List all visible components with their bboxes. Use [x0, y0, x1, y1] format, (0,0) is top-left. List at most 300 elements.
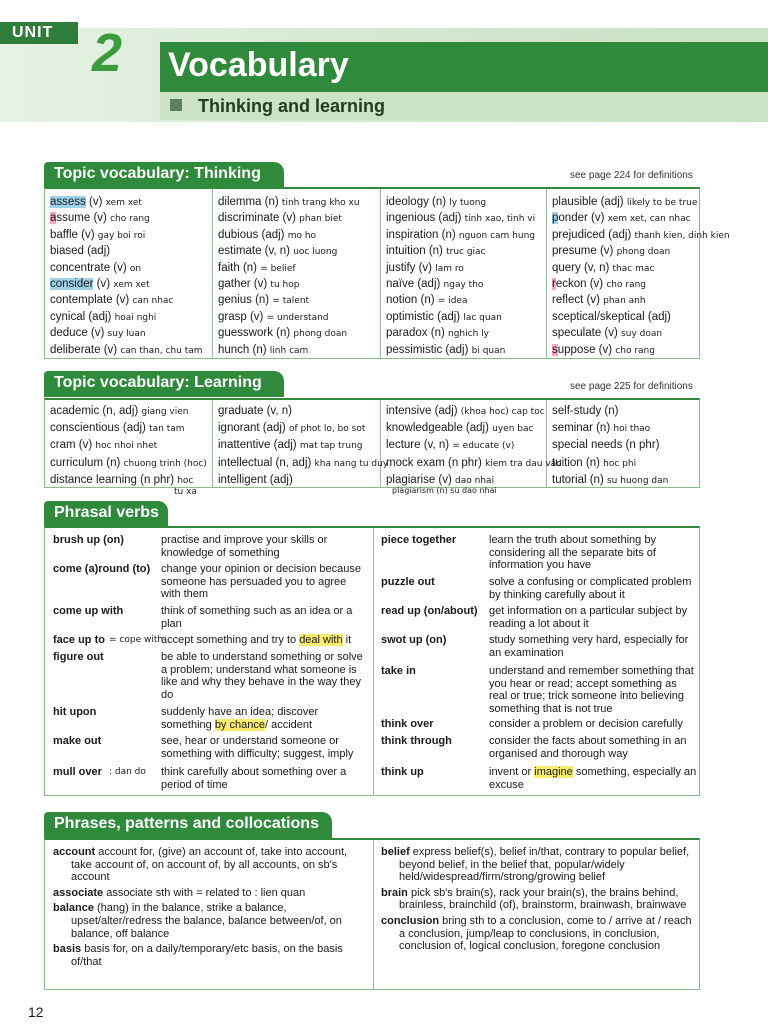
phrasal-definition: change your opinion or decision because someone has persuaded you to agree with them: [161, 563, 361, 601]
vocab-term: speculate: [552, 327, 602, 340]
vocab-term: presume: [552, 245, 597, 258]
see-page-thinking: see page 224 for definitions: [570, 170, 693, 181]
handwritten-note: hoc: [177, 475, 194, 486]
unit-label: UNIT: [0, 22, 78, 44]
vocab-term: academic: [50, 405, 100, 417]
handwritten-note: hoi thao: [613, 424, 651, 435]
section-tab-phrases: Phrases, patterns and collocations: [44, 812, 332, 838]
handwritten-note: xem xet, can nhac: [607, 214, 691, 225]
vocab-pos: (v, n): [420, 439, 453, 452]
thinking-column-3: [381, 189, 547, 358]
vocab-term: [552, 278, 587, 290]
collocation-entry: [53, 846, 365, 884]
vocab-pos: (n): [425, 245, 447, 258]
vocab-pos: (n): [272, 327, 294, 340]
vocab-entry: [381, 403, 546, 420]
vocab-pos: (n): [239, 261, 261, 274]
vocab-entry: [381, 210, 546, 226]
phrasal-term: think up: [381, 766, 424, 778]
thinking-vocab-box: [44, 187, 730, 359]
vocab-pos: (adj): [442, 343, 472, 356]
handwritten-note: tu hop: [270, 279, 300, 290]
vocab-pos: (n): [428, 196, 450, 208]
vocab-pos: (adj): [431, 405, 461, 417]
vocab-term-rest: eckon: [555, 277, 587, 290]
phrasal-term: face up to: [53, 634, 105, 646]
vocab-entry: [213, 309, 380, 325]
handwritten-note: xem xet: [113, 279, 150, 290]
phrasal-term: make out: [53, 735, 102, 747]
vocab-entry: [45, 243, 212, 259]
vocab-term: query: [552, 261, 581, 274]
page-subtitle: Thinking and learning: [198, 96, 386, 116]
handwritten-note: linh cam: [269, 345, 309, 356]
vocab-pos: (n): [582, 456, 604, 469]
vocab-entry: [381, 325, 546, 341]
handwritten-note: bi quan: [471, 345, 506, 356]
vocab-pos: (v): [415, 261, 436, 274]
vocab-term: estimate: [218, 245, 262, 258]
vocab-pos: (v): [587, 212, 608, 225]
handwritten-note: kha nang tu duy: [314, 458, 389, 469]
phrasal-term: swot up (on): [381, 634, 447, 646]
learning-vocab-box: [44, 398, 700, 488]
vocab-entry: [381, 420, 546, 437]
phrasal-term: hit upon: [53, 706, 97, 718]
handwritten-note: nghich ly: [448, 329, 489, 340]
vocab-term: [552, 212, 588, 224]
vocab-pos: (v): [595, 343, 616, 356]
handwritten-note: cho rang: [615, 345, 655, 356]
vocab-term: concentrate: [50, 261, 111, 274]
vocab-pos: (v): [87, 327, 108, 340]
vocab-term: knowledgeable: [386, 422, 463, 435]
vocab-term: consider: [50, 277, 94, 290]
handwritten-note: lam ro: [435, 263, 464, 274]
vocab-term: self-study: [552, 405, 602, 417]
collocation-entry: [53, 902, 365, 940]
vocab-term: plausible: [552, 196, 598, 208]
vocab-term: naïve: [386, 277, 415, 290]
vocab-term: plagiarise: [386, 473, 436, 486]
vocab-term: contemplate: [50, 294, 113, 307]
phrases-divider: [373, 840, 374, 989]
vocab-term: cram: [50, 439, 76, 452]
phrasal-definition: study something very hard, especially for an examination: [489, 634, 689, 659]
vocab-term: justify: [386, 261, 416, 274]
vocab-pos: (v): [596, 245, 617, 258]
vocab-term: prejudiced: [552, 228, 606, 241]
phrasal-definition: learn the truth about something by considering all the separate bits of information you have: [489, 534, 656, 572]
handwritten-note: ngay tho: [443, 279, 484, 290]
vocab-entry: [213, 455, 389, 472]
vocab-pos: (v): [601, 327, 622, 340]
learning-column-1: [45, 400, 213, 487]
vocab-term: ideology: [386, 196, 429, 208]
vocab-term: paradox: [386, 327, 428, 340]
handwritten-note: hoc nhoi nhet: [95, 441, 158, 452]
vocab-term: gather: [218, 277, 251, 290]
vocab-term-rest: onder: [558, 212, 588, 225]
vocab-term: lecture: [386, 439, 421, 452]
vocab-entry: [547, 292, 701, 308]
vocab-entry: [381, 342, 546, 358]
vocab-entry: [547, 227, 730, 243]
handwritten-note: cho rang: [606, 279, 646, 290]
vocab-entry: [547, 276, 701, 292]
vocab-pos: (adj): [270, 439, 300, 452]
vocab-pos: (n): [427, 327, 449, 340]
vocab-entry: [45, 194, 212, 210]
collocation-term: basis: [53, 943, 82, 956]
vocab-pos: (v): [110, 261, 130, 274]
vocab-term: dilemma: [218, 196, 262, 208]
vocab-term: inspiration: [386, 228, 439, 241]
vocab-pos: (adj): [119, 422, 150, 435]
vocab-term: seminar: [552, 422, 593, 435]
vocab-entry: [45, 342, 212, 358]
vocab-pos: (adj): [83, 245, 111, 258]
handwritten-note: suy doan: [621, 329, 663, 340]
handwritten-note: chuong trinh (hoc): [123, 458, 207, 469]
phrasal-definition: [489, 766, 697, 791]
collocation-term: account: [53, 846, 96, 858]
vocab-term: sceptical/skeptical: [552, 310, 645, 323]
vocab-term: ingenious: [386, 212, 436, 225]
vocab-term: inattentive: [218, 439, 271, 452]
vocab-pos: (v): [586, 277, 607, 290]
highlight-mark: deal with: [299, 634, 343, 646]
vocab-entry: [213, 325, 380, 341]
vocab-pos: (adj): [462, 422, 493, 435]
handwritten-note: likely to be true: [626, 198, 698, 208]
learning-undernote-1: tu xa: [174, 487, 197, 497]
handwritten-note: truc giac: [446, 247, 486, 258]
vocab-entry: [213, 210, 380, 226]
phrasal-term: think over: [381, 718, 434, 730]
page-title: Vocabulary: [168, 46, 349, 84]
handwritten-note: thanh kien, dinh kien: [634, 230, 730, 241]
phrasal-definition: practise and improve your skills or knowledge of something: [161, 534, 328, 559]
vocab-entry: [213, 194, 380, 210]
collocation-text: pick sb's brain(s), rack your brain(s), the brains behind, brainless, brainchild (of), brainstorm, brainwash, brainwave: [399, 886, 687, 912]
vocab-pos: (v): [93, 277, 114, 290]
vocab-term: optimistic: [386, 310, 434, 323]
vocab-entry: [381, 437, 546, 454]
vocab-entry: [381, 243, 546, 259]
vocab-term: intensive: [386, 405, 432, 417]
vocab-entry: [547, 342, 701, 358]
handwritten-note: = talent: [272, 296, 310, 307]
section-tab-phrasal: Phrasal verbs: [44, 501, 168, 527]
vocab-term: genius: [218, 294, 252, 307]
vocab-entry: [213, 276, 380, 292]
vocab-term: tuition: [552, 456, 583, 469]
definition-text: invent or: [489, 766, 535, 778]
phrases-box: [44, 838, 700, 990]
vocab-pos: (v): [75, 439, 96, 452]
phrasal-term: come up with: [53, 605, 124, 617]
vocab-entry: [547, 437, 701, 454]
phrasal-definition: understand and remember something that you hear or read; accept something as real or true; trick someone into believing something that is not true: [489, 665, 694, 715]
phrasal-term: puzzle out: [381, 576, 435, 588]
vocab-term: hunch: [218, 343, 250, 356]
vocab-entry: [547, 210, 701, 226]
handwritten-note: = educate (v): [452, 441, 515, 452]
subtitle-square-icon: [170, 99, 182, 111]
vocab-pos: (n phr): [136, 473, 178, 486]
definition-text: suddenly have an idea; discover something: [161, 706, 319, 731]
collocation-text: basis for, on a daily/temporary/etc basis, on the basis of/that: [71, 943, 343, 968]
phrasal-definition: solve a confusing or complicated problem by thinking carefully about it: [489, 576, 692, 601]
page-number: 12: [28, 1004, 44, 1020]
vocab-pos: (adj): [414, 277, 444, 290]
handwritten-note: mat tap trung: [299, 441, 363, 452]
vocab-term: grasp: [218, 310, 247, 323]
vocab-entry: [547, 325, 701, 341]
vocab-term: graduate: [218, 405, 264, 417]
collocation-entry: [381, 887, 695, 912]
handwritten-note: mo ho: [287, 230, 317, 241]
handwritten-note: hoai nghi: [114, 312, 157, 323]
collocation-term: brain: [381, 886, 408, 899]
vocab-term: special needs: [552, 439, 623, 452]
vocab-entry: [45, 260, 212, 276]
handwritten-note: phong doan: [616, 247, 671, 258]
collocation-term: associate: [53, 886, 104, 899]
vocab-term: curriculum: [50, 456, 104, 469]
vocab-pos: (v): [77, 228, 98, 241]
vocab-term: dubious: [218, 228, 259, 241]
vocab-term: cynical: [50, 310, 86, 323]
vocab-entry: [381, 260, 546, 276]
vocab-pos: (adj): [258, 228, 288, 241]
vocab-pos: (adj): [259, 422, 289, 435]
vocab-term: biased: [50, 245, 84, 258]
vocab-entry: [547, 420, 701, 437]
vocab-term: mock exam: [386, 456, 445, 469]
handwritten-note: phan biet: [299, 214, 342, 225]
vocab-pos: (n): [592, 422, 614, 435]
learning-column-3: [381, 400, 562, 487]
vocab-entry: [381, 455, 562, 472]
collocation-text: (hang) in the balance, strike a balance, upset/alter/redress the balance, balance between/of, on balance, off balance: [71, 902, 342, 940]
vocab-pos: (n phr): [444, 456, 486, 469]
handwritten-note: can nhac: [132, 296, 174, 307]
vocab-entry: [45, 437, 212, 454]
vocab-pos: (adj): [605, 228, 635, 241]
vocab-term: faith: [218, 261, 240, 274]
vocab-entry: [45, 325, 212, 341]
collocation-text: account for, (give) an account of, take into account, take account of, on account of, by all accounts, on sb's account: [71, 846, 348, 884]
handwritten-note: on: [129, 263, 142, 274]
handwritten-note: dao nhai: [455, 475, 495, 486]
vocab-entry: [45, 403, 212, 420]
phrasal-definition: [161, 706, 367, 731]
vocab-pos: (adj): [435, 212, 465, 225]
highlight-mark: p: [552, 212, 559, 225]
vocab-term: [552, 344, 595, 356]
vocab-entry: [45, 420, 212, 437]
vocab-term: intellectual: [218, 456, 273, 469]
collocation-text: express belief(s), belief in/that, contrary to popular belief, beyond belief, in the belief that, popular/widely held/widespread/firm/strong/growing belief: [399, 846, 690, 884]
vocab-entry: [45, 210, 212, 226]
vocab-pos: (v, n): [261, 245, 294, 258]
vocab-entry: [381, 227, 546, 243]
vocab-entry: [547, 194, 701, 210]
handwritten-note: = idea: [437, 296, 468, 307]
collocation-entry: [53, 943, 365, 968]
vocab-term: tutorial: [552, 473, 587, 486]
handwritten-note: phong doan: [293, 329, 348, 340]
handwritten-note: tan tam: [149, 424, 185, 435]
phrasal-definition: consider the facts about something in an organised and thorough way: [489, 735, 687, 760]
handwritten-note: cho rang: [110, 214, 150, 225]
handwritten-note: uyen bac: [492, 424, 534, 435]
vocab-entry: [45, 455, 212, 472]
vocab-term: distance learning: [50, 473, 137, 486]
vocab-pos: (v): [435, 473, 456, 486]
vocab-entry: [213, 403, 380, 420]
vocab-entry: [547, 455, 701, 472]
handwritten-note: = related to : lien quan: [193, 886, 306, 899]
handwritten-note: tinh xao, tinh vi: [464, 214, 536, 225]
handwritten-note: = cope with: [109, 635, 164, 645]
vocab-pos: (adj): [266, 473, 293, 486]
collocation-entry: [381, 846, 695, 884]
vocab-entry: [45, 276, 212, 292]
vocab-entry: [213, 292, 380, 308]
handwritten-note: can than, chu tam: [120, 345, 203, 356]
vocab-term: deliberate: [50, 343, 101, 356]
thinking-column-2: [213, 189, 381, 358]
handwritten-note: lac quan: [463, 312, 502, 323]
phrasal-term: mull over: [53, 766, 102, 778]
vocab-pos: (v): [85, 196, 106, 208]
vocab-entry: [547, 472, 701, 489]
phrasal-definition: be able to understand something or solve a problem; understand what someone is like and why they behave in the way they do: [161, 651, 363, 701]
vocab-entry: [45, 292, 212, 308]
phrasal-term: take in: [381, 665, 416, 677]
phrasal-term: brush up (on): [53, 534, 124, 546]
vocab-pos: (n, adj): [272, 456, 315, 469]
collocation-text: associate sth with: [103, 886, 194, 899]
phrasal-term: piece together: [381, 534, 457, 546]
phrasal-term: figure out: [53, 651, 104, 663]
section-tab-learning: Topic vocabulary: Learning: [44, 371, 284, 397]
handwritten-note: : dan do: [109, 767, 146, 777]
highlight-mark: imagine: [534, 766, 573, 778]
collocation-entry: [53, 887, 365, 900]
vocab-pos: (v): [583, 294, 604, 307]
vocab-term: baffle: [50, 228, 78, 241]
unit-number: 2: [92, 23, 123, 83]
vocab-term: ignorant: [218, 422, 260, 435]
learning-undernote-3: plagiarism (n) su dao nhai: [392, 486, 497, 495]
handwritten-note: hoc phi: [603, 458, 637, 469]
vocab-entry: [547, 243, 701, 259]
vocab-term: intelligent: [218, 473, 267, 486]
vocab-pos: (v): [100, 343, 121, 356]
learning-column-2: [213, 400, 389, 487]
vocab-term: assess: [50, 196, 86, 208]
vocab-entry: [213, 420, 380, 437]
definition-text: it: [342, 634, 352, 646]
vocab-pos: (adj): [644, 310, 671, 323]
vocab-term: pessimistic: [386, 343, 443, 356]
handwritten-note: (khoa hoc) cap toc: [460, 407, 545, 417]
learning-column-4: [547, 400, 701, 487]
vocab-entry: [213, 472, 380, 489]
vocab-entry: [213, 243, 380, 259]
phrasal-definition: [161, 634, 367, 647]
phrasal-verbs-box: [44, 526, 700, 796]
handwritten-note: gay boi roi: [97, 230, 146, 241]
handwritten-note: suy luan: [107, 329, 146, 340]
definition-text: something, especially an excuse: [489, 766, 697, 791]
phrasal-definition: get information on a particular subject by reading a lot about it: [489, 605, 688, 630]
vocab-pos: (n): [249, 343, 270, 356]
vocab-pos: (v): [279, 212, 300, 225]
vocab-entry: [381, 309, 546, 325]
vocab-entry: [547, 260, 701, 276]
vocab-pos: (v): [112, 294, 133, 307]
highlight-mark: r: [552, 277, 556, 290]
highlight-mark: a: [50, 212, 57, 225]
vocab-pos: (v, n): [580, 261, 613, 274]
handwritten-note: phan anh: [603, 296, 646, 307]
vocab-entry: [547, 309, 701, 325]
vocab-pos: (adj): [433, 310, 464, 323]
vocab-entry: [381, 194, 546, 210]
phrasal-definition: think carefully about something over a period of time: [161, 766, 347, 791]
vocab-pos: (v): [250, 277, 271, 290]
highlight-mark: by chance: [214, 718, 265, 731]
phrasal-term: think through: [381, 735, 452, 747]
phrasal-definition: see, hear or understand someone or something with difficulty; suggest, imply: [161, 735, 354, 760]
handwritten-note: ly tuong: [449, 198, 487, 208]
vocab-pos: (n phr): [622, 439, 660, 452]
thinking-column-4: [547, 189, 730, 358]
highlight-mark: s: [552, 343, 558, 356]
phrases-left-column: [53, 846, 365, 971]
phrasal-definition: think of something such as an idea or a plan: [161, 605, 353, 630]
vocab-pos: (n): [261, 196, 282, 208]
handwritten-note: = belief: [260, 263, 296, 274]
vocab-entry: [381, 276, 546, 292]
vocab-entry: [213, 260, 380, 276]
definition-text: / accident: [264, 718, 313, 731]
vocab-term-rest: uppose: [557, 343, 596, 356]
collocation-text: bring sth to a conclusion, come to / arrive at / reach a conclusion, jump/leap to conclusions, in conclusion, conclusion of, logical conclusion, foregone conclusion: [399, 914, 692, 953]
vocab-pos: (n): [417, 294, 438, 307]
vocab-entry: [381, 292, 546, 308]
thinking-column-1: [45, 189, 213, 358]
vocab-entry: [547, 403, 701, 420]
phrasal-term: come (a)round (to): [53, 563, 151, 575]
vocab-pos: (adj): [597, 196, 627, 208]
phrasal-divider: [373, 528, 374, 795]
vocab-term: reflect: [552, 294, 584, 307]
handwritten-note: kiem tra dau vao: [485, 458, 562, 469]
vocab-term: deduce: [50, 327, 88, 340]
vocab-pos: (adj): [85, 310, 115, 323]
phrasal-term: read up (on/about): [381, 605, 478, 617]
vocab-pos: (n): [586, 473, 607, 486]
collocation-entry: [381, 915, 695, 953]
handwritten-note: thac mac: [612, 263, 655, 274]
vocab-term: notion: [386, 294, 418, 307]
